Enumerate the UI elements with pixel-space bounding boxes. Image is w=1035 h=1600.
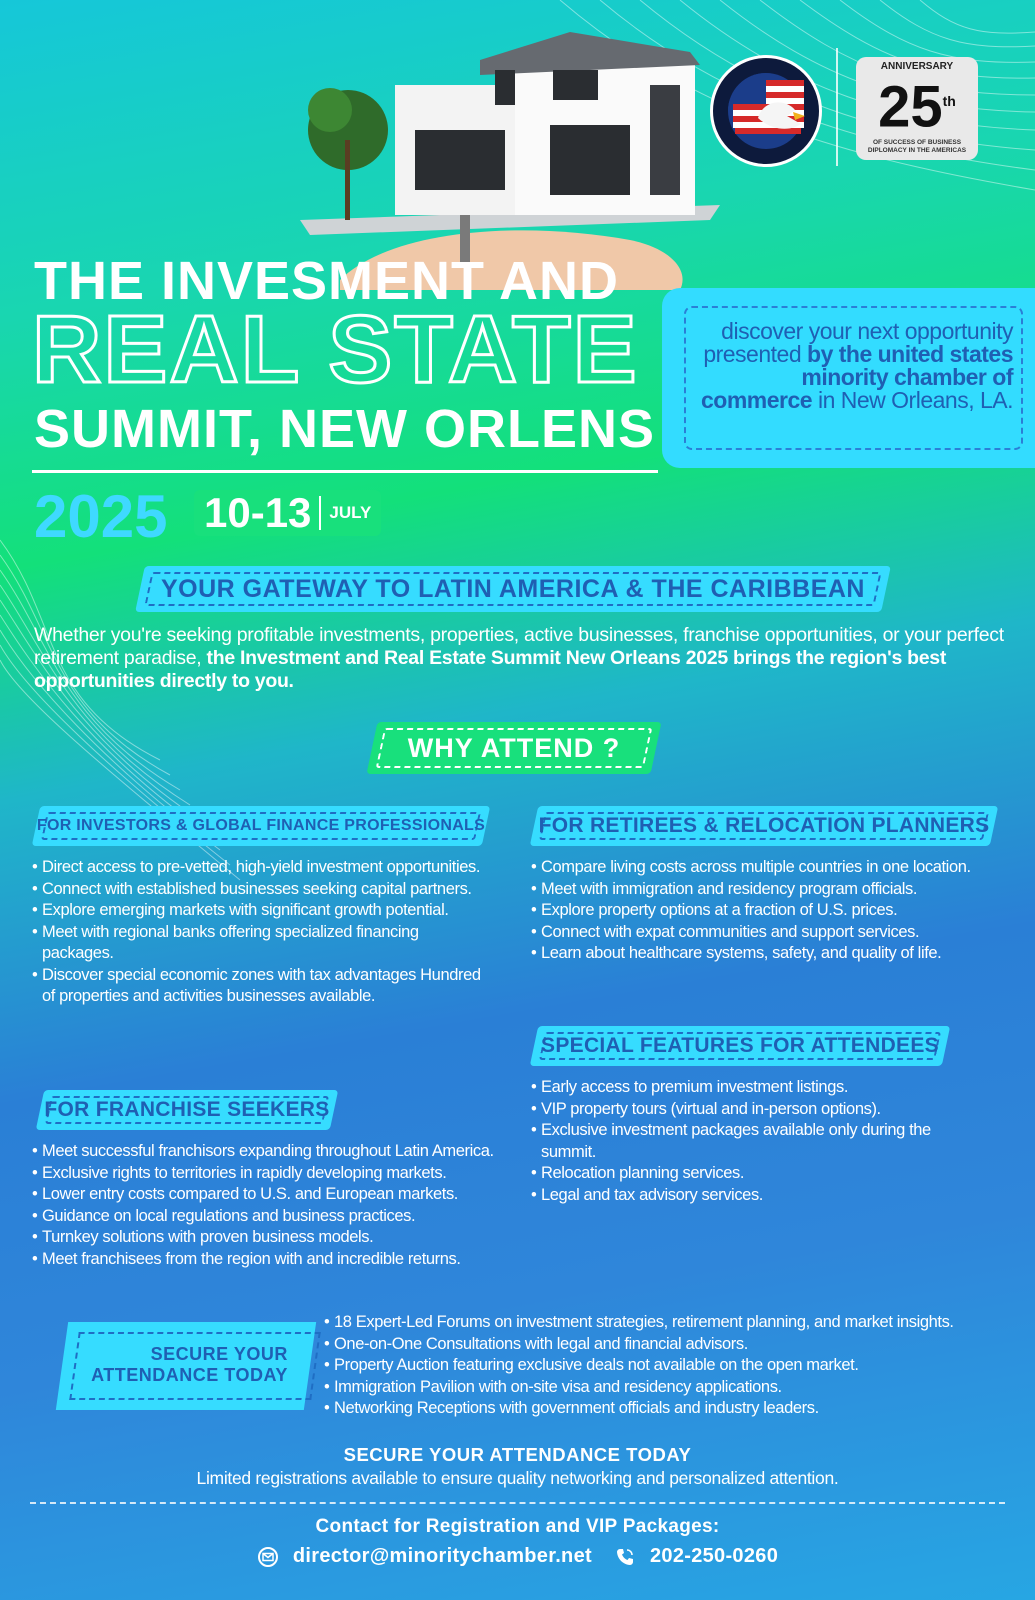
list-item: • Connect with established businesses seeking capital partners. bbox=[32, 879, 494, 901]
retirees-heading: FOR RETIREES & RELOCATION PLANNERS bbox=[538, 814, 990, 837]
list-item: • 18 Expert-Led Forums on investment strategies, retirement planning, and market insights. bbox=[324, 1312, 1024, 1334]
why-attend-heading: WHY ATTEND ? bbox=[407, 732, 621, 763]
chamber-seal-logo bbox=[710, 55, 822, 167]
cta-heading: SECURE YOUR ATTENDANCE TODAY bbox=[343, 1444, 692, 1465]
list-item: • Immigration Pavilion with on-site visa and residency applications. bbox=[324, 1377, 1024, 1399]
investors-list bbox=[32, 857, 494, 1008]
presenter-panel bbox=[662, 288, 1035, 468]
features-heading: SPECIAL FEATURES FOR ATTENDEES bbox=[541, 1034, 939, 1057]
list-item: • VIP property tours (virtual and in-person options). bbox=[531, 1099, 951, 1121]
list-item: • Explore emerging markets with significant growth potential. bbox=[32, 900, 494, 922]
event-date-badge bbox=[194, 490, 381, 536]
presenter-text: discover your next opportunity presented by the united states minority chamber of commerce in New Orleans, LA. bbox=[684, 306, 1023, 450]
list-item: • Lower entry costs compared to U.S. and European markets. bbox=[32, 1184, 502, 1206]
list-item: • Meet franchisees from the region with and incredible returns. bbox=[32, 1249, 502, 1271]
title-line-1: THE INVESMENT AND bbox=[34, 251, 620, 311]
anniversary-bottom-text: OF SUCCESS OF BUSINESS DIPLOMACY IN THE AMERICAS bbox=[867, 139, 967, 154]
investors-heading-pill bbox=[32, 806, 491, 846]
gateway-heading-pill bbox=[135, 566, 891, 612]
list-item: • Explore property options at a fraction of U.S. prices. bbox=[531, 900, 981, 922]
list-item: • Learn about healthcare systems, safety, and quality of life. bbox=[531, 943, 981, 965]
list-item: • Networking Receptions with government officials and industry leaders. bbox=[324, 1398, 1024, 1420]
footer-divider bbox=[30, 1502, 1005, 1504]
list-item: • One-on-One Consultations with legal and financial advisors. bbox=[324, 1334, 1024, 1356]
investors-heading: FOR INVESTORS & GLOBAL FINANCE PROFESSIONALS bbox=[36, 817, 486, 834]
list-item: • Turnkey solutions with proven business models. bbox=[32, 1227, 502, 1249]
secure-list bbox=[324, 1312, 1024, 1420]
franchise-heading: FOR FRANCHISE SEEKERS bbox=[44, 1098, 330, 1121]
event-month: JULY bbox=[329, 503, 372, 522]
retirees-heading-pill bbox=[530, 806, 999, 846]
list-item: • Direct access to pre-vetted, high-yield investment opportunities. bbox=[32, 857, 494, 879]
secure-box-text: SECURE YOUR ATTENDANCE TODAY bbox=[91, 1344, 289, 1385]
gateway-heading: YOUR GATEWAY TO LATIN AMERICA & THE CARIBBEAN bbox=[160, 574, 865, 603]
list-item: • Relocation planning services. bbox=[531, 1163, 951, 1185]
phone-link[interactable]: 202-250-0260 bbox=[649, 1545, 779, 1567]
logo-divider bbox=[836, 48, 838, 166]
cta-subtext: Limited registrations available to ensure quality networking and personalized attention. bbox=[196, 1468, 839, 1488]
event-dates: 10-13 bbox=[204, 489, 312, 536]
list-item: • Legal and tax advisory services. bbox=[531, 1185, 951, 1207]
list-item: • Meet successful franchisors expanding throughout Latin America. bbox=[32, 1141, 502, 1163]
anniversary-number: 25th bbox=[878, 74, 956, 140]
phone-icon bbox=[614, 1546, 636, 1568]
contact-heading: Contact for Registration and VIP Packages: bbox=[315, 1516, 720, 1537]
list-item: • Compare living costs across multiple countries in one location. bbox=[531, 857, 981, 879]
anniversary-top-text: ANNIVERSARY bbox=[880, 61, 954, 72]
features-list bbox=[531, 1077, 951, 1206]
list-item: • Discover special economic zones with tax advantages Hundred of properties and activities businesses available. bbox=[32, 965, 494, 1008]
list-item: • Meet with regional banks offering specialized financing packages. bbox=[32, 922, 494, 965]
gateway-intro: Whether you're seeking profitable investments, properties, active businesses, franchise opportunities, or your perfect retirement paradise, the Investment and Real Estate Summit New Orleans 2025 brings the region's best opportunities directly to you. bbox=[34, 624, 1004, 692]
list-item: • Guidance on local regulations and business practices. bbox=[32, 1206, 502, 1228]
features-heading-pill bbox=[530, 1026, 951, 1066]
envelope-icon bbox=[257, 1546, 279, 1568]
why-attend-pill bbox=[366, 722, 661, 774]
secure-attendance-box bbox=[56, 1322, 316, 1410]
retirees-list bbox=[531, 857, 981, 965]
anniversary-logo bbox=[856, 57, 978, 160]
list-item: • Meet with immigration and residency program officials. bbox=[531, 879, 981, 901]
date-separator bbox=[319, 496, 321, 530]
title-line-3: SUMMIT, NEW ORLENS bbox=[34, 399, 655, 459]
email-link[interactable]: director@minoritychamber.net bbox=[292, 1545, 592, 1567]
contact-row bbox=[0, 1545, 1035, 1568]
franchise-heading-pill bbox=[36, 1090, 339, 1130]
list-item: • Early access to premium investment listings. bbox=[531, 1077, 951, 1099]
franchise-list bbox=[32, 1141, 502, 1270]
list-item: • Connect with expat communities and support services. bbox=[531, 922, 981, 944]
list-item: • Exclusive rights to territories in rapidly developing markets. bbox=[32, 1163, 502, 1185]
title-line-2: REAL STATE bbox=[32, 296, 639, 403]
list-item: • Property Auction featuring exclusive deals not available on the open market. bbox=[324, 1355, 1024, 1377]
title-underline bbox=[32, 470, 658, 473]
event-year: 2025 bbox=[34, 483, 168, 550]
list-item: • Exclusive investment packages available only during the summit. bbox=[531, 1120, 951, 1163]
